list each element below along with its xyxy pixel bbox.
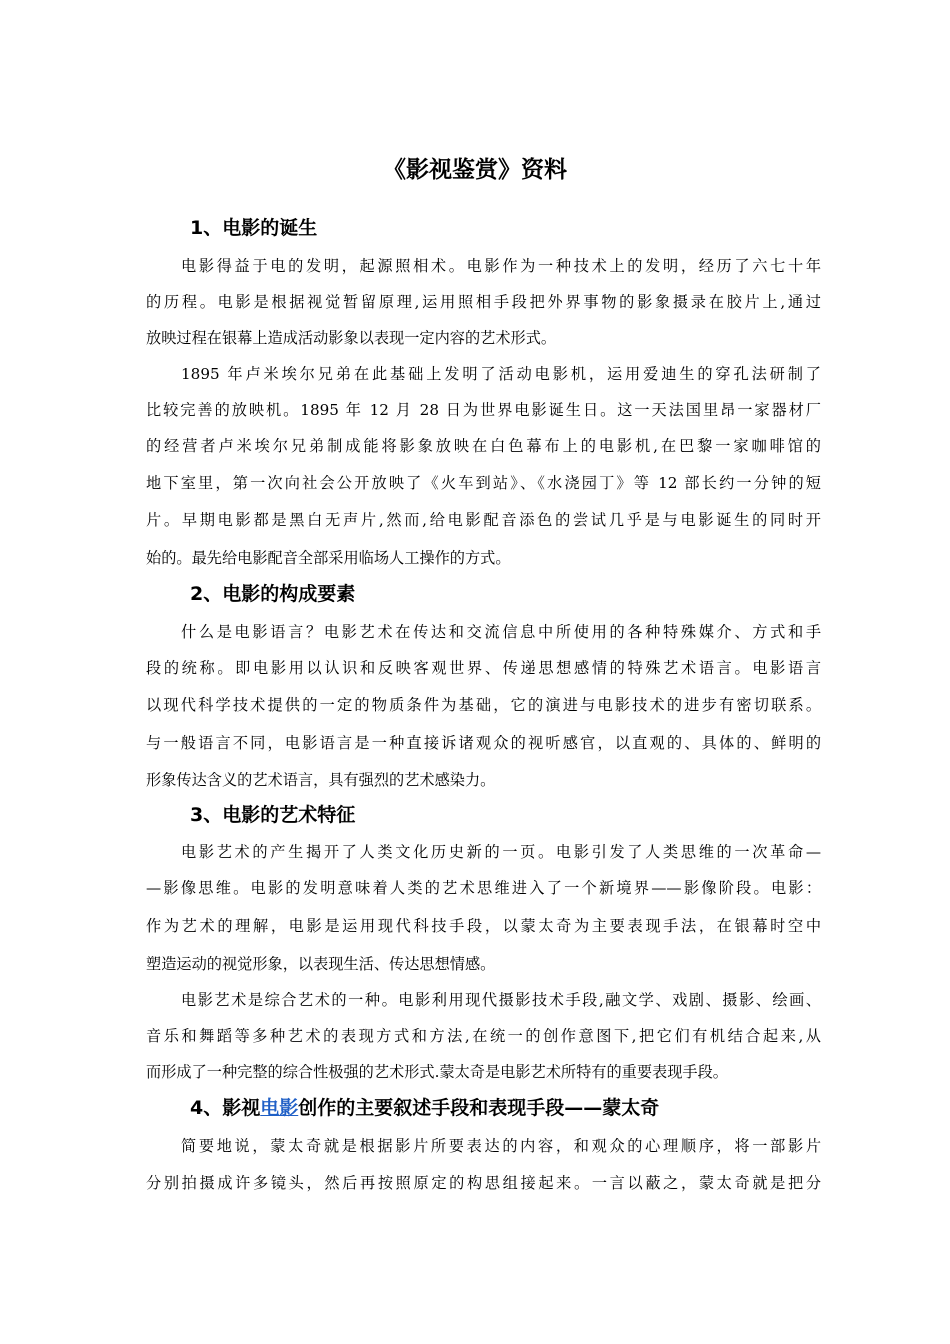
paragraph-line: 1895 年卢米埃尔兄弟在此基础上发明了活动电影机，运用爱迪生的穿孔法研制了 <box>181 365 821 383</box>
paragraph-line: 电影得益于电的发明，起源照相术。电影作为一种技术上的发明，经历了六七十年 <box>181 257 821 275</box>
paragraph-line: 而形成了一种完整的综合性极强的艺术形式.蒙太奇是电影艺术所特有的重要表现手段。 <box>146 1063 728 1081</box>
section-1-heading: 1、电影的诞生 <box>190 217 318 239</box>
paragraph-line: 地下室里，第一次向社会公开放映了《火车到站》、《水浇园丁》等 12 部长约一分钟的短 <box>146 474 821 492</box>
section-4-heading <box>190 1093 659 1123</box>
paragraph-line: 什么是电影语言？电影艺术在传达和交流信息中所使用的各种特殊媒介、方式和手 <box>181 623 821 641</box>
movie-link[interactable]: 电影 <box>260 1097 299 1119</box>
paragraph-line: 简要地说，蒙太奇就是根据影片所要表达的内容，和观众的心理顺序，将一部影片 <box>181 1137 821 1155</box>
paragraph-line: 比较完善的放映机。1895 年 12 月 28 日为世界电影诞生日。这一天法国里昂一家器材厂 <box>146 401 821 419</box>
paragraph-line: —影像思维。电影的发明意味着人类的艺术思维进入了一个新境界——影像阶段。电影： <box>146 879 821 897</box>
paragraph-line: 始的。最先给电影配音全部采用临场人工操作的方式。 <box>146 549 511 567</box>
paragraph-line: 音乐和舞蹈等多种艺术的表现方式和方法,在统一的创作意图下,把它们有机结合起来,从 <box>146 1027 821 1045</box>
paragraph-line: 的历程。电影是根据视觉暂留原理,运用照相手段把外界事物的影象摄录在胶片上,通过 <box>146 293 821 311</box>
paragraph-line: 形象传达含义的艺术语言，具有强烈的艺术感染力。 <box>146 771 496 789</box>
paragraph-line: 电影艺术的产生揭开了人类文化历史新的一页。电影引发了人类思维的一次革命— <box>181 843 821 861</box>
section-4-heading-prefix: 4、影视 <box>190 1097 261 1119</box>
paragraph-line: 段的统称。即电影用以认识和反映客观世界、传递思想感情的特殊艺术语言。电影语言 <box>146 659 821 677</box>
paragraph-line: 的经营者卢米埃尔兄弟制成能将影象放映在白色幕布上的电影机,在巴黎一家咖啡馆的 <box>146 437 821 455</box>
paragraph-line: 以现代科学技术提供的一定的物质条件为基础，它的演进与电影技术的进步有密切联系。 <box>146 696 821 714</box>
paragraph-line: 与一般语言不同，电影语言是一种直接诉诸观众的视听感官，以直观的、具体的、鲜明的 <box>146 734 821 752</box>
paragraph-line: 电影艺术是综合艺术的一种。电影利用现代摄影技术手段,融文学、戏剧、摄影、绘画、 <box>181 991 821 1009</box>
section-4-heading-suffix: 创作的主要叙述手段和表现手段——蒙太奇 <box>298 1097 660 1119</box>
paragraph-line: 塑造运动的视觉形象，以表现生活、传达思想情感。 <box>146 955 496 973</box>
document-title: 《影视鉴赏》资料 <box>383 157 567 183</box>
section-3-heading: 3、电影的艺术特征 <box>190 804 356 826</box>
paragraph-line: 分别拍摄成许多镜头，然后再按照原定的构思组接起来。一言以蔽之，蒙太奇就是把分 <box>146 1174 821 1192</box>
paragraph-line: 放映过程在银幕上造成活动影象以表现一定内容的艺术形式。 <box>146 329 557 347</box>
paragraph-line: 片。早期电影都是黑白无声片,然而,给电影配音添色的尝试几乎是与电影诞生的同时开 <box>146 511 821 529</box>
paragraph-line: 作为艺术的理解，电影是运用现代科技手段，以蒙太奇为主要表现手法，在银幕时空中 <box>146 917 821 935</box>
section-2-heading: 2、电影的构成要素 <box>190 583 356 605</box>
